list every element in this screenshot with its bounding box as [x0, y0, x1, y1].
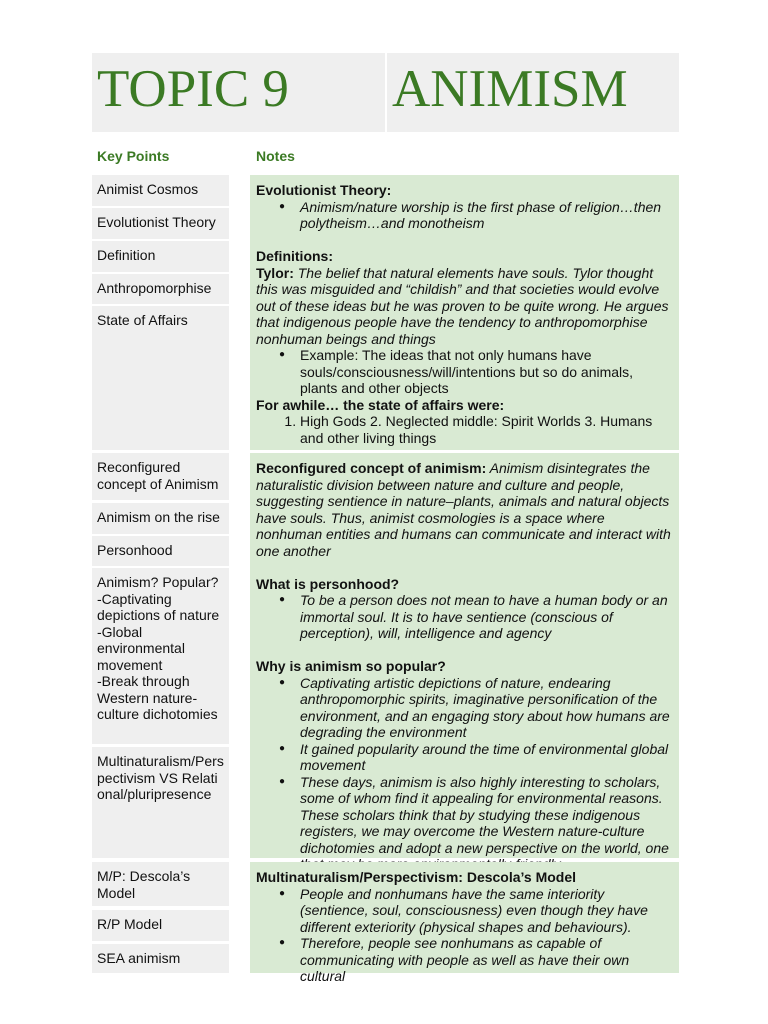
key-point: Animism on the rise	[92, 503, 229, 534]
list-item: ● It gained popularity around the time of environmental global movement	[300, 741, 673, 774]
key-point: Animism? Popular? -Captivating depictions of nature -Global environmental movement -Break through Western nature-culture dichotomies	[92, 568, 229, 744]
key-point: State of Affairs	[92, 306, 229, 450]
list-item: ● Therefore, people see nonhumans as capable of communicating with people as well as have their own cultural	[300, 935, 673, 985]
list-item: ● People and nonhumans have the same interiority (sentience, soul, consciousness) even though they have different exteriority (physical shapes and behaviours).	[300, 886, 673, 936]
tylor-definition	[256, 265, 673, 348]
notes-heading: Notes	[256, 148, 295, 164]
reconfigured-paragraph	[256, 460, 673, 559]
topic-title: ANIMISM	[392, 60, 628, 118]
list-item: ● Example: The ideas that not only humans have souls/consciousness/will/intentions but so do animals, plants and other objects	[300, 347, 673, 397]
key-point: Multinaturalism/Perspectivism VS Relational/pluripresence	[92, 747, 229, 858]
definitions-heading: Definitions:	[256, 248, 333, 264]
key-point: M/P: Descola’s Model	[92, 862, 229, 906]
list-item: ● Animism/nature worship is the first phase of religion…then polytheism…and monotheism	[300, 199, 673, 232]
notes-block-evolutionist	[250, 175, 679, 450]
key-point: Reconfigured concept of Animism	[92, 453, 229, 500]
key-point: R/P Model	[92, 910, 229, 941]
affairs-heading: For awhile… the state of affairs were:	[256, 396, 505, 413]
tylor-text: The belief that natural elements have souls. Tylor thought this was misguided and “childish” and that societies would evolve out of these ideas but he was proven to be quite wrong. He argues that indigenous people have the tendency to anthropomorphise nonhuman beings and things	[256, 264, 669, 347]
descola-heading: Multinaturalism/Perspectivism: Descola’s Model	[256, 869, 577, 885]
key-point: SEA animism	[92, 944, 229, 973]
list-item: ● To be a person does not mean to have a human body or an immortal soul. It is to have sentience (conscious of perception), will, intelligence and agency	[300, 592, 673, 642]
reconfigured-text: Animism disintegrates the naturalistic division between nature and culture and people, suggesting sentience in nature–plants, animals and natural objects have souls. Thus, animist cosmologies is a space where nonhuman entities and humans can communicate and interact with one another	[256, 460, 671, 559]
key-point: Personhood	[92, 536, 229, 566]
list-item: ● Captivating artistic depictions of nature, endearing anthropomorphic spirits, imaginative personification of the environment, and an engaging story about how humans are degrading the environment	[300, 675, 673, 741]
reconfigured-label: Reconfigured concept of animism:	[256, 460, 487, 476]
personhood-heading: What is personhood?	[256, 575, 400, 592]
topic-number: TOPIC 9	[97, 60, 289, 118]
title-table	[92, 53, 679, 132]
tylor-label: Tylor:	[256, 264, 294, 281]
list-item: ● These days, animism is also highly interesting to scholars, some of whom find it appealing for environmental reasons. These scholars think that by studying these indigenous registers, we may overcome the Western nature-culture dichotomies and adopt a new perspective on the world, one	[300, 774, 673, 873]
subject-cell	[387, 53, 679, 132]
key-point: Evolutionist Theory	[92, 208, 229, 239]
key-point: Animist Cosmos	[92, 175, 229, 206]
notes-block-descola	[250, 862, 679, 984]
key-point: Anthropomorphise	[92, 274, 229, 304]
key-point: Definition	[92, 241, 229, 272]
notes-block-reconfigured	[250, 453, 679, 858]
list-item: 1. High Gods 2. Neglected middle: Spirit Worlds 3. Humans and other living things	[300, 413, 673, 446]
popular-heading: Why is animism so popular?	[256, 658, 446, 674]
topic-cell	[92, 53, 385, 132]
key-points-heading: Key Points	[97, 148, 170, 164]
evolutionist-heading: Evolutionist Theory:	[256, 182, 392, 198]
